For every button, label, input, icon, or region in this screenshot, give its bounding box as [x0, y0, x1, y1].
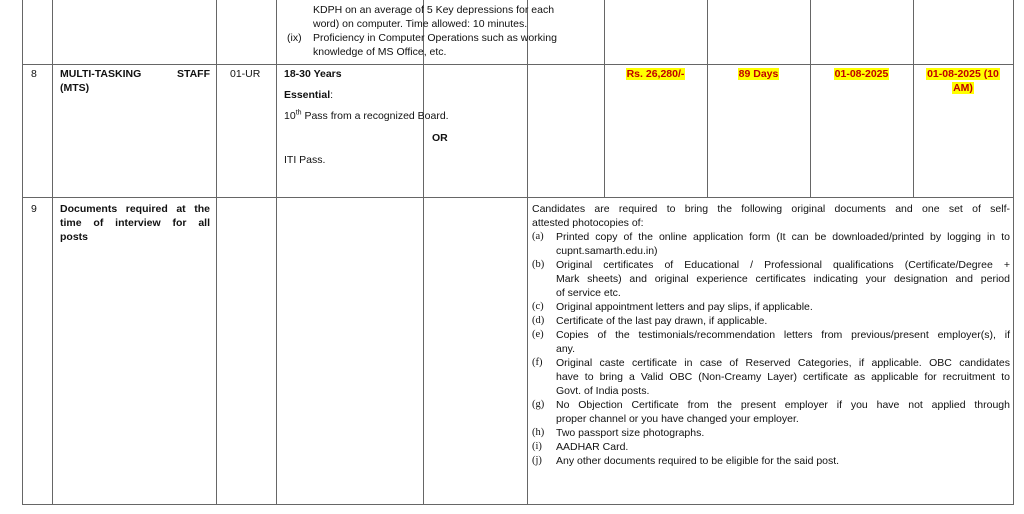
date-2-line-1: 01-08-2025 (10 — [927, 68, 999, 80]
fragment-item-ix — [283, 31, 601, 45]
row8-date1-cell — [810, 67, 913, 81]
document-item — [532, 258, 1010, 300]
qual-10th-superscript: th — [295, 109, 302, 117]
document-item-label: (i) — [532, 441, 542, 452]
qual-10th-number: 10 — [284, 110, 296, 122]
table-col-line-6 — [604, 0, 605, 198]
document-item — [532, 398, 1010, 426]
document-item — [532, 440, 1010, 454]
row8-category: 01-UR — [230, 68, 261, 80]
document-item-line: proper channel or you have changed your employer. — [556, 413, 799, 425]
row8-post-name — [60, 67, 210, 95]
document-item-label: (h) — [532, 427, 545, 438]
document-item-label: (b) — [532, 259, 545, 270]
document-item-label: (c) — [532, 301, 544, 312]
essential-colon: : — [330, 89, 334, 101]
table-col-line-1 — [52, 0, 53, 505]
document-item-line: Original caste certificate in case of Reserved Categories, if applicable. OBC candidates — [556, 357, 1010, 369]
date-1-value: 01-08-2025 — [834, 68, 889, 80]
fragment-line-1: KDPH on an average of 5 Key depressions for each — [313, 4, 555, 16]
document-item-line: Copies of the testimonials/recommendation letters from previous/present employer(s), if — [556, 329, 1010, 341]
documents-list-block — [532, 202, 1010, 468]
document-item-line: Mark sheets) and original experience certificates indicating your designation and period — [556, 273, 1010, 285]
row9-serial-number: 9 — [31, 203, 37, 215]
previous-row-fragment — [283, 3, 601, 59]
row9-title-line-2: time of interview for all — [60, 217, 210, 229]
table-border-left — [22, 0, 23, 505]
item-ix-text-1: Proficiency in Computer Operations such as working — [313, 32, 557, 44]
item-ix-label: (ix) — [287, 32, 302, 44]
row8-date2-cell — [913, 67, 1013, 95]
essential-heading — [284, 88, 596, 102]
document-item-label: (j) — [532, 455, 542, 466]
table-border-right — [1013, 0, 1014, 505]
document-item-label: (e) — [532, 329, 544, 340]
qual-10th-rest: Pass from a recognized Board. — [301, 110, 449, 122]
table-col-line-2 — [216, 0, 217, 505]
document-item-label: (f) — [532, 357, 543, 368]
document-item — [532, 230, 1010, 258]
document-item — [532, 328, 1010, 356]
item-ix-text-2: knowledge of MS Office, etc. — [313, 46, 447, 58]
document-item-line: Original appointment letters and pay slips, if applicable. — [556, 301, 813, 313]
row8-qualification — [284, 67, 596, 167]
row-divider-top — [22, 64, 1014, 65]
table-col-line-7 — [707, 0, 708, 198]
document-item — [532, 356, 1010, 398]
salary-value: Rs. 26,280/- — [626, 68, 685, 80]
post-name-word-1: MULTI-TASKING — [60, 68, 142, 80]
document-item-line: any. — [556, 343, 576, 355]
post-name-word-2: STAFF — [176, 68, 210, 80]
date-2-line-2: AM) — [953, 82, 973, 94]
documents-intro-line-2: attested photocopies of: — [532, 217, 644, 229]
row-divider-middle — [22, 197, 1014, 198]
document-item-line: Certificate of the last pay drawn, if applicable. — [556, 315, 768, 327]
document-item-line: cupnt.samarth.edu.in) — [556, 245, 658, 257]
document-item-label: (g) — [532, 399, 545, 410]
document-item — [532, 454, 1010, 468]
document-item — [532, 300, 1010, 314]
table-col-line-3 — [276, 0, 277, 505]
document-item-label: (a) — [532, 231, 544, 242]
documents-list — [532, 230, 1010, 468]
document-item — [532, 314, 1010, 328]
table-col-line-8 — [810, 0, 811, 198]
row9-title-line-1: Documents required at the — [60, 203, 210, 215]
age-limit: 18-30 Years — [284, 68, 342, 80]
document-item-line: of service etc. — [556, 287, 621, 299]
essential-label: Essential — [284, 89, 331, 101]
table-border-bottom — [22, 504, 1014, 505]
duration-value: 89 Days — [738, 68, 779, 80]
row9-title — [60, 202, 210, 244]
document-item-line: Govt. of India posts. — [556, 385, 650, 397]
table-col-line-9 — [913, 0, 914, 198]
documents-intro-line-1: Candidates are required to bring the following original documents and one set of self- — [532, 203, 1010, 215]
row8-serial-number: 8 — [31, 68, 37, 80]
document-item-line: Two passport size photographs. — [556, 427, 705, 439]
row9-title-line-3: posts — [60, 231, 89, 243]
qualification-iti: ITI Pass. — [284, 154, 326, 166]
qualification-10th — [284, 109, 596, 123]
document-item-line: Printed copy of the online application form (It can be downloaded/printed by logging in to — [556, 231, 1010, 243]
document-item-line: have to bring a Valid OBC (Non-Creamy Layer) certificate as applicable for recruitment to — [556, 371, 1010, 383]
document-item-line: AADHAR Card. — [556, 441, 629, 453]
document-item-label: (d) — [532, 315, 545, 326]
document-item-line: Any other documents required to be eligible for the said post. — [556, 455, 840, 467]
row8-duration-cell — [707, 67, 810, 81]
or-separator: OR — [432, 132, 448, 144]
post-name-line-2: (MTS) — [60, 82, 90, 94]
document-item — [532, 426, 1010, 440]
row8-salary-cell — [604, 67, 707, 81]
document-item-line: No Objection Certificate from the present employer if you have not applied through — [556, 399, 1010, 411]
fragment-line-2: word) on computer. Time allowed: 10 minutes. — [313, 18, 528, 30]
document-item-line: Original certificates of Educational / Professional qualifications (Certificate/Degree + — [556, 259, 1010, 271]
